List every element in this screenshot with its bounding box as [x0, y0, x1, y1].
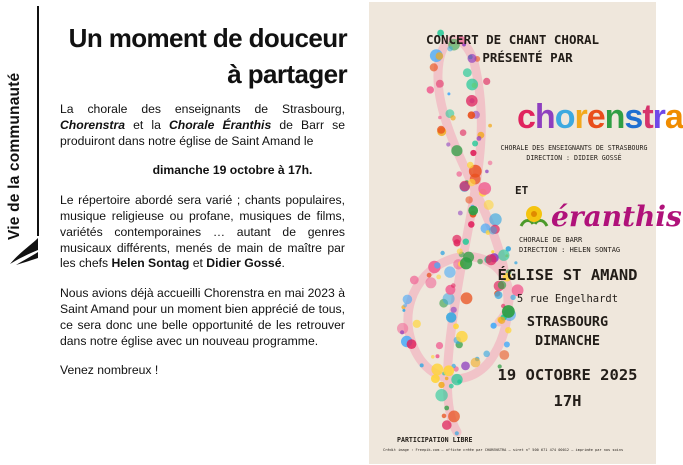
poster-credits: Crédit image : Freepik.com – affiche créée par CHORENSTRA – siret n° 500 671 474 00012 – imprimée par nos soins: [383, 448, 624, 452]
splash-dot: [437, 85, 440, 88]
poster-day: DIMANCHE: [534, 333, 601, 349]
splash-dot: [407, 339, 417, 349]
swoosh-logo-icon: [8, 236, 40, 266]
chorenstra-letter: r: [574, 98, 587, 136]
splash-dot: [446, 312, 456, 322]
eranthis-name: Chorale Éranthis: [168, 117, 272, 132]
splash-dot: [449, 384, 454, 389]
splash-dot: [457, 248, 463, 254]
splash-dot: [463, 68, 472, 77]
splash-dot: [491, 250, 494, 253]
chorenstra-name: Chorenstra: [60, 117, 126, 132]
splash-dot: [465, 196, 472, 203]
chorenstra-logo: [517, 98, 683, 137]
title-line-2: à partager: [227, 59, 347, 89]
splash-dot: [400, 330, 404, 334]
splash-dot: [457, 379, 461, 383]
splash-dot: [478, 182, 491, 195]
splash-dot: [468, 206, 478, 216]
text: de Barr se produiront dans notre église de Saint Amand le: [60, 117, 345, 148]
concert-poster: [369, 2, 683, 464]
chorenstra-letter: o: [554, 98, 575, 136]
splash-dot: [402, 309, 405, 312]
splash-dot: [413, 320, 421, 328]
chorenstra-letter: n: [604, 98, 625, 136]
chorenstra-letter: e: [586, 98, 605, 136]
poster-time: 17H: [553, 392, 582, 410]
splash-dot: [499, 350, 509, 360]
splash-dot: [488, 124, 492, 128]
paragraph-history: Nous avions déjà accueilli Chorenstra en mai 2023 à Saint Amand pour un moment bien apprécié de tous, ce sera donc une belle opportunité de les retrouver dans notre église avec un nouveau programme.: [60, 286, 345, 348]
splash-dot: [410, 276, 419, 285]
splash-dot: [514, 261, 517, 264]
poster-date: 19 OCTOBRE 2025: [497, 366, 638, 384]
poster-venue: ÉGLISE ST AMAND: [497, 266, 638, 284]
splash-dot: [468, 179, 476, 187]
text: et: [189, 256, 207, 271]
splash-dot: [485, 170, 489, 174]
concert-date: dimanche 19 octobre à 17h.: [152, 163, 313, 178]
splash-dot: [443, 365, 454, 376]
splash-dot: [468, 111, 476, 119]
eranthis-subtitle-2: DIRECTION : HELEN SONTAG: [519, 246, 621, 254]
splash-dot: [489, 213, 501, 225]
splash-dot: [444, 266, 455, 277]
splash-dot: [489, 226, 497, 234]
splash-dot: [483, 351, 490, 358]
text: .: [281, 256, 285, 271]
text: et la: [125, 117, 169, 132]
splash-dot: [442, 414, 447, 419]
text: La chorale des enseignants de Strasbourg,: [60, 102, 345, 116]
splash-dot: [434, 262, 440, 268]
splash-dot: [477, 136, 482, 141]
eranthis-logo: éranthis: [551, 200, 682, 233]
splash-dot: [461, 362, 470, 371]
splash-dot: [448, 411, 460, 423]
chorenstra-subtitle-2: DIRECTION : DIDIER GOSSÉ: [526, 154, 622, 162]
splash-dot: [466, 95, 478, 107]
splash-dot: [436, 354, 440, 358]
splash-dot: [451, 307, 457, 313]
splash-dot: [453, 239, 460, 246]
splash-dot: [438, 116, 442, 120]
splash-dot: [437, 126, 445, 134]
splash-dot: [438, 382, 444, 388]
article-body: [60, 102, 345, 393]
splash-dot: [461, 292, 473, 304]
splash-dot: [435, 389, 447, 401]
splash-dot: [427, 86, 434, 93]
splash-dot: [445, 377, 449, 381]
poster-et: ET: [515, 184, 529, 197]
title-line-1: Un moment de douceur: [68, 23, 347, 53]
chorenstra-letter: r: [652, 98, 665, 136]
paragraph-intro: [60, 102, 345, 149]
splash-dot: [486, 254, 497, 265]
sidebar-divider: [37, 6, 39, 236]
splash-dot: [483, 78, 490, 85]
chorenstra-letter: s: [624, 98, 643, 136]
splash-dot: [456, 171, 462, 177]
poster-participation: PARTICIPATION LIBRE: [397, 436, 473, 444]
splash-dot: [425, 277, 436, 288]
splash-dot: [431, 355, 435, 359]
article-title: [52, 20, 347, 92]
splash-dot: [498, 250, 509, 261]
eranthis-subtitle-1: CHORALE DE BARR: [519, 236, 583, 244]
splash-dot: [450, 115, 455, 120]
splash-dot: [440, 251, 444, 255]
chorenstra-subtitle-1: CHORALE DES ENSEIGNANTS DE STRASBOURG: [500, 144, 648, 152]
eranthis-flower-icon: [517, 202, 553, 232]
splash-dot: [458, 211, 463, 216]
conductor-helen: Helen Sontag: [111, 256, 190, 271]
chorenstra-letter: a: [664, 98, 683, 136]
splash-dot: [431, 364, 443, 376]
splash-dot: [427, 273, 432, 278]
text: Le répertoire abordé sera varié ; chants populaires, musique religieuse ou profane, musiques de films, variétés contemporaines … autant de genres musicaux différents, menés de main de maître par les chefs: [60, 193, 345, 271]
splash-dot: [444, 406, 449, 411]
splash-dot: [484, 200, 494, 210]
splash-dot: [403, 295, 413, 305]
conductor-didier: Didier Gossé: [206, 256, 282, 271]
splash-dot: [470, 150, 476, 156]
splash-dot: [468, 221, 475, 228]
splash-dot: [488, 161, 493, 166]
splash-dot: [467, 162, 474, 169]
splash-dot: [420, 363, 424, 367]
chorenstra-letter: t: [642, 98, 653, 136]
paragraph-closing: Venez nombreux !: [60, 363, 159, 378]
splash-dot: [477, 259, 483, 265]
poster-city: STRASBOURG: [526, 314, 609, 330]
splash-dot: [446, 142, 450, 146]
splash-dot: [451, 145, 462, 156]
splash-dot: [460, 257, 472, 269]
chorenstra-letter: h: [534, 98, 555, 136]
splash-dot: [442, 420, 452, 430]
splash-dot: [451, 374, 462, 385]
paragraph-repertoire: [60, 193, 345, 272]
sidebar: [0, 0, 44, 465]
poster-heading-1: CONCERT DE CHANT CHORAL: [425, 32, 600, 47]
splash-dot: [451, 283, 456, 288]
splash-dot: [453, 323, 459, 329]
splash-dot: [463, 239, 469, 245]
poster-heading-2: PRÉSENTÉ PAR: [482, 50, 573, 65]
splash-dot: [403, 303, 407, 307]
splash-dot: [447, 92, 450, 95]
section-label: Vie de la communauté: [6, 72, 23, 240]
splash-dot: [460, 129, 467, 136]
splash-dot: [431, 374, 440, 383]
splash-dot: [455, 431, 459, 435]
poster-address: 5 rue Engelhardt: [516, 293, 619, 305]
splash-dot: [466, 79, 478, 91]
splash-dot: [443, 293, 455, 305]
chorenstra-letter: c: [517, 98, 535, 136]
splash-dot: [436, 275, 441, 280]
splash-dot: [436, 342, 443, 349]
splash-dot: [472, 141, 478, 147]
splash-dot: [456, 331, 468, 343]
